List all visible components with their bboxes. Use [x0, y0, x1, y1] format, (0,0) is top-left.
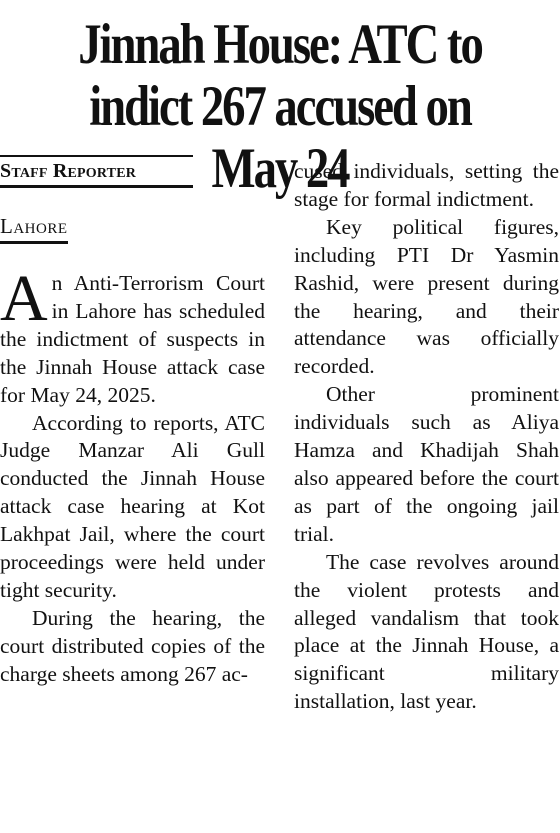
dateline: Lahore: [0, 214, 68, 244]
article-column-left: [0, 262, 265, 689]
paragraph-6: The case revolves around the violent protests and alleged vandalism that took place at the Jinnah House, a significant military installation, last year.: [294, 549, 559, 714]
paragraph-5: Other prominent individuals such as Aliya Hamza and Khadijah Shah also appeared before the court as part of the ongoing jail trial.: [294, 382, 559, 546]
article-column-right: [294, 158, 559, 716]
paragraph-1: [0, 262, 265, 410]
paragraph-3-continued: cused individuals, setting the stage for formal indictment.: [294, 159, 559, 211]
paragraph-2: According to reports, ATC Judge Manzar Ali Gull conducted the Jinnah House attack case hearing at Kot Lakhpat Jail, where the court proceedings were held under tight security.: [0, 410, 265, 602]
paragraph-1-text: n Anti-Terrorism Court in Lahore has scheduled the indictment of suspects in the Jinnah House attack case for May 24, 2025.: [0, 271, 265, 407]
byline: Staff Reporter: [0, 155, 193, 188]
paragraph-4: Key political figures, including PTI Dr Yasmin Rashid, were present during the hearing, and their attendance was officially recorded.: [294, 214, 559, 379]
drop-cap: A: [0, 262, 48, 335]
paragraph-3: During the hearing, the court distributed copies of the charge sheets among 267 ac-: [0, 605, 265, 686]
headline: Jinnah House: ATC to indict 267 accused on May 24: [78, 13, 482, 200]
